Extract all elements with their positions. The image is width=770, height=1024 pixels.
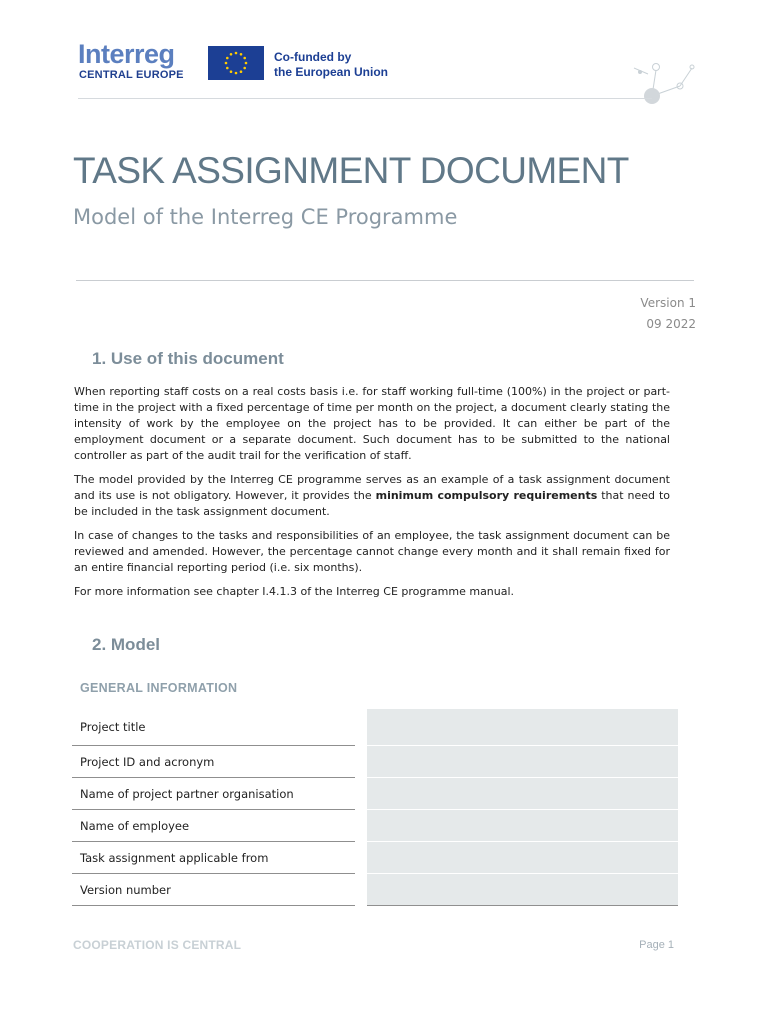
row-gap	[355, 810, 367, 842]
cofunded-line-1: Co-funded by	[274, 50, 352, 64]
applicable-from-field[interactable]	[367, 842, 678, 874]
section-1-heading: 1. Use of this document	[92, 349, 284, 368]
general-information-heading: GENERAL INFORMATION	[80, 681, 238, 695]
project-id-field[interactable]	[367, 746, 678, 778]
table-row	[72, 842, 678, 874]
row-label: Task assignment applicable from	[72, 842, 355, 874]
version-date: 09 2022	[646, 317, 696, 331]
row-label: Name of employee	[72, 810, 355, 842]
footer-slogan: COOPERATION IS CENTRAL	[73, 938, 242, 952]
project-title-field[interactable]	[367, 709, 678, 746]
version-info	[640, 293, 696, 335]
row-gap	[355, 709, 367, 746]
general-information-table	[72, 709, 678, 906]
row-gap	[355, 842, 367, 874]
table-row	[72, 709, 678, 746]
version-number-field[interactable]	[367, 874, 678, 906]
table-row	[72, 778, 678, 810]
minimum-requirements-emphasis: minimum compulsory requirements	[375, 489, 598, 502]
para2-text-start: The model provided by the Interreg CE programme serves as an example of a task assignment document and its use is not obligatory. However, it provides the	[74, 473, 670, 502]
row-gap	[355, 778, 367, 810]
row-label: Name of project partner organisation	[72, 778, 355, 810]
para2-text-end: that need to be included in the task assignment document.	[74, 489, 670, 518]
header-divider	[78, 98, 652, 99]
page-number: Page 1	[639, 939, 674, 951]
table-row	[72, 874, 678, 906]
partner-organisation-field[interactable]	[367, 778, 678, 810]
section-1-paragraph-3: In case of changes to the tasks and responsibilities of an employee, the task assignment document can be reviewed and amended. However, the percentage cannot change every month and it shall remain fixed for an entire financial reporting period (i.e. six months).	[74, 529, 670, 574]
section-1-paragraph-2	[74, 472, 670, 520]
document-title: TASK ASSIGNMENT DOCUMENT	[73, 150, 629, 191]
row-gap	[355, 874, 367, 906]
employee-name-field[interactable]	[367, 810, 678, 842]
section-2-heading: 2. Model	[92, 635, 161, 654]
title-divider	[76, 280, 694, 281]
section-1-paragraph-1: When reporting staff costs on a real costs basis i.e. for staff working full-time (100%) in the project or part-time in the project with a fixed percentage of time per month on the project, a document clearly stating the intensity of work by the employee on the project has to be provided. It can either be part of the employment document or a separate document. Such document has to be submitted to the national controller as part of the audit trail for the verification of staff.	[74, 385, 670, 462]
interreg-logo: Interreg	[78, 39, 175, 69]
interreg-logo-subtitle: CENTRAL EUROPE	[79, 69, 184, 81]
version-label: Version 1	[640, 296, 696, 310]
cofunded-text	[274, 50, 388, 80]
row-gap	[355, 746, 367, 778]
section-1-paragraph-4: For more information see chapter I.4.1.3 of the Interreg CE programme manual.	[74, 585, 515, 598]
row-label: Project ID and acronym	[72, 746, 355, 778]
cofunded-line-2: the European Union	[274, 65, 388, 79]
network-decoration-icon	[630, 58, 702, 108]
eu-flag-icon	[208, 46, 264, 80]
row-label: Version number	[72, 874, 355, 906]
table-row	[72, 810, 678, 842]
document-subtitle: Model of the Interreg CE Programme	[73, 205, 458, 229]
row-label: Project title	[72, 709, 355, 746]
table-row	[72, 746, 678, 778]
